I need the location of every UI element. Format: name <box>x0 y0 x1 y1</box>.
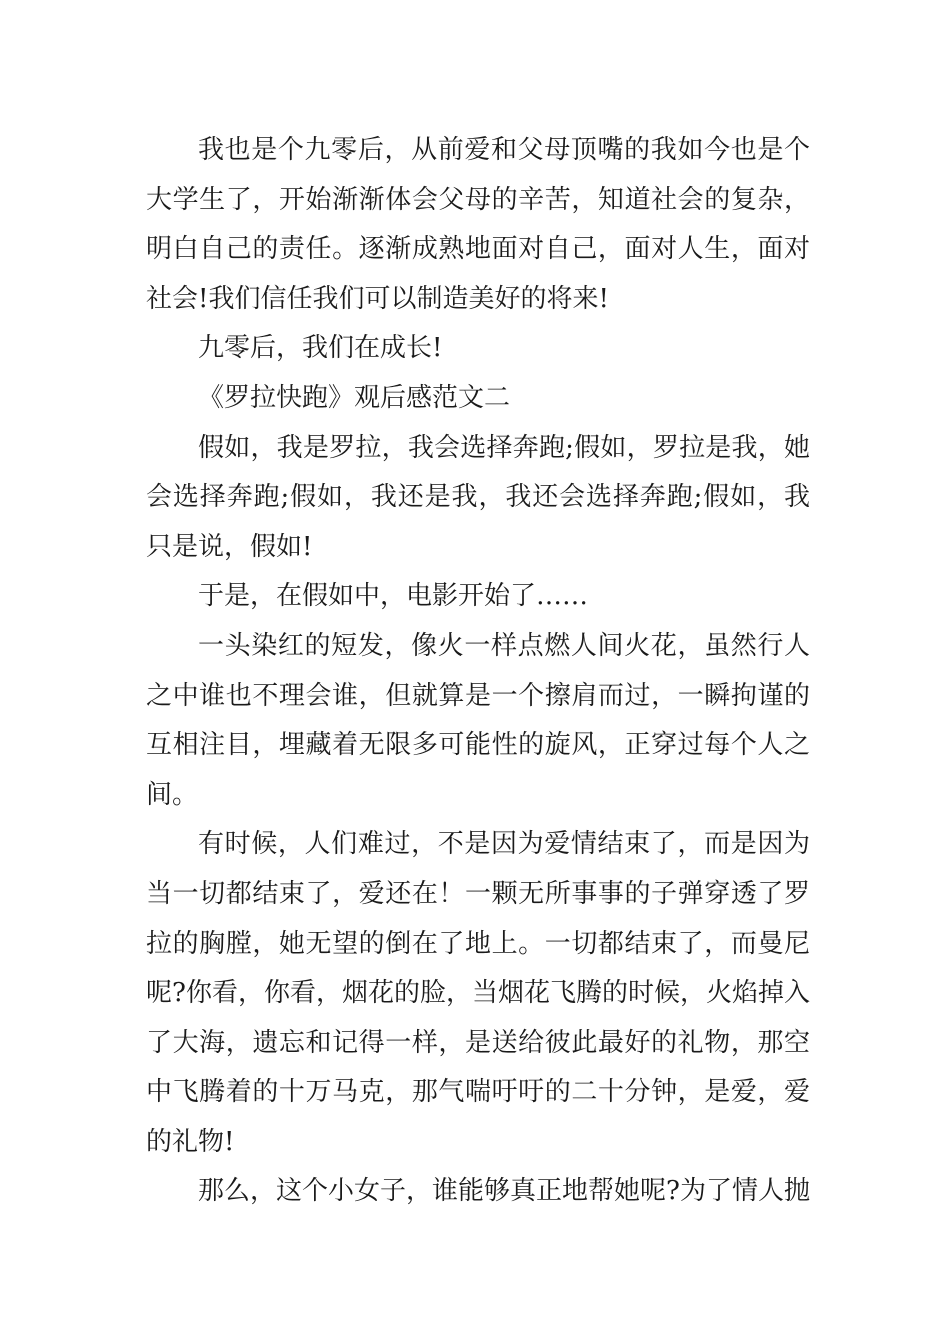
paragraph-who-can-help: 那么，这个小女子，谁能够真正地帮她呢?为了情人抛 <box>198 1176 810 1207</box>
document-body <box>146 126 810 1217</box>
paragraph-love-remains: 有时候，人们难过，不是因为爱情结束了，而是因为当一切都结束了，爱还在！一颗无所事事的子弹穿透了罗拉的胸膛，她无望的倒在了地上。一切都结束了，而曼尼呢?你看，你看，烟花的脸，当烟花飞腾的时候，火焰掉入了大海，遗忘和记得一样，是送给彼此最好的礼物，那空中飞腾着的十万马克，那气喘吁吁的二十分钟，是爱，爱的礼物! <box>146 829 810 1157</box>
section-title: 《罗拉快跑》观后感范文二 <box>198 382 511 413</box>
paragraph-red-hair: 一头染红的短发，像火一样点燃人间火花，虽然行人之中谁也不理会谁，但就算是一个擦肩而过，一瞬拘谨的互相注目，埋藏着无限多可能性的旋风，正穿过每个人之间。 <box>146 630 810 810</box>
paragraph-if-i-were-lola: 假如，我是罗拉，我会选择奔跑;假如，罗拉是我，她会选择奔跑;假如，我还是我，我还会选择奔跑;假如，我只是说，假如! <box>146 432 810 562</box>
paragraph-growing-up: 我也是个九零后，从前爱和父母顶嘴的我如今也是个大学生了，开始渐渐体会父母的辛苦，知道社会的复杂，明白自己的责任。逐渐成熟地面对自己，面对人生，面对社会!我们信任我们可以制造美好的将来! <box>146 135 810 314</box>
paragraph-movie-begins: 于是，在假如中，电影开始了…… <box>198 581 589 612</box>
paragraph-we-are-growing: 九零后，我们在成长! <box>198 333 443 364</box>
